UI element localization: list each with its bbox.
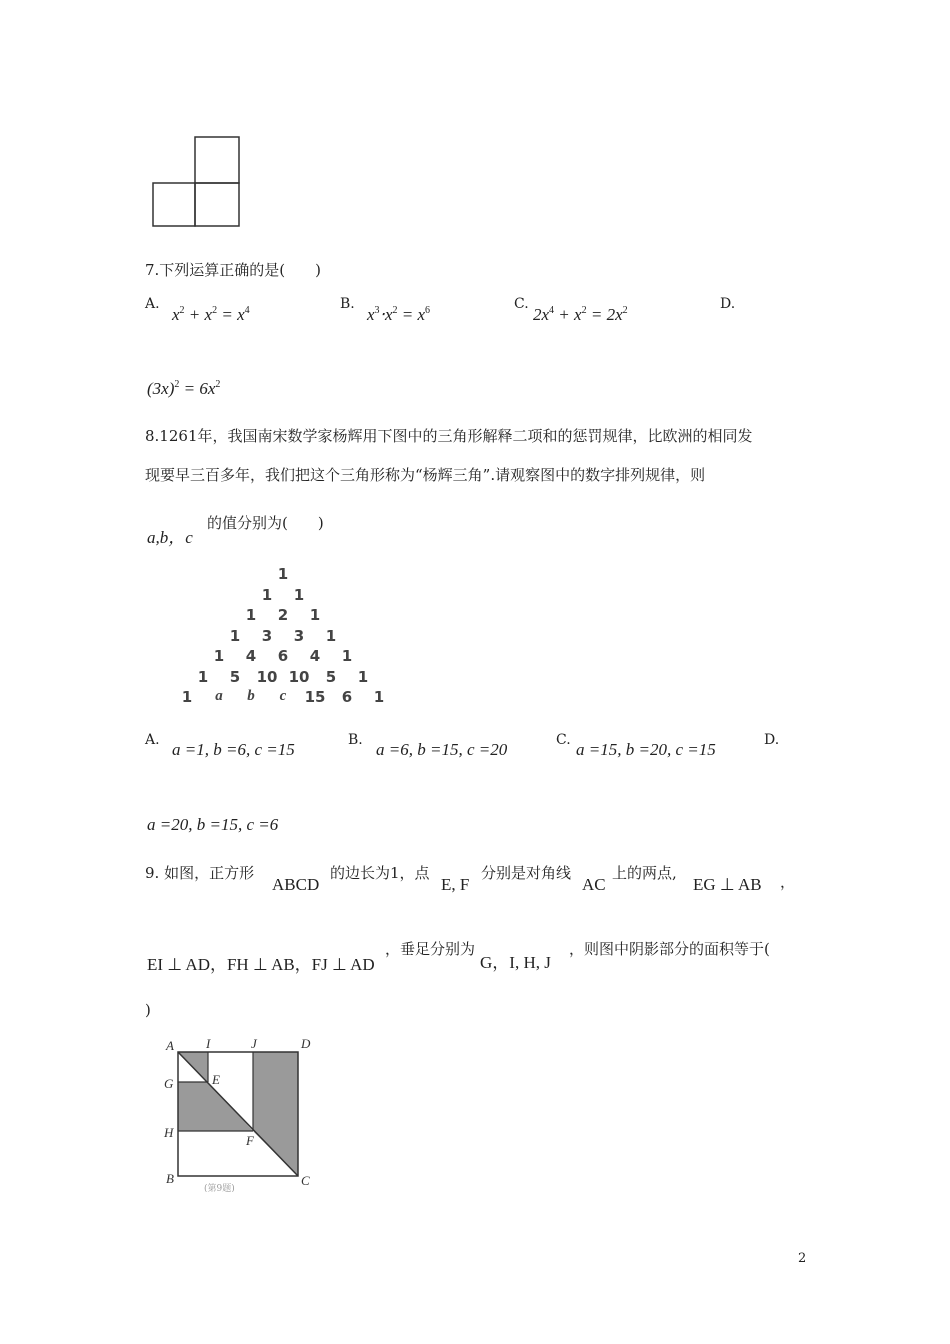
triangle-cell-r4-c2: 6: [277, 647, 289, 665]
triangle-cell-r1-c1: 1: [293, 585, 305, 604]
label-d: D: [301, 1036, 311, 1051]
q9-part6: ，垂足分别为: [385, 940, 476, 958]
triangle-cell-r5-c4: 5: [325, 667, 337, 686]
triangle-cell-r4-c4: 1: [341, 647, 353, 665]
label-a: A: [166, 1038, 174, 1053]
q7-stem: 7.下列运算正确的是( ): [145, 261, 322, 279]
figure-caption: (第9题): [204, 1184, 235, 1192]
q9-diagonal: AC: [582, 875, 606, 894]
triangle-cell-r2-c0: 1: [245, 606, 257, 624]
q8-option-b-label[interactable]: B.: [348, 732, 363, 748]
q9-part3: 分别是对角线: [481, 864, 572, 882]
label-b: B: [166, 1171, 174, 1186]
left-square: [153, 183, 195, 226]
q8-vars: a,b，c: [147, 528, 193, 547]
q9-comma: ，: [780, 873, 796, 891]
q9-part8: ): [145, 1001, 151, 1019]
q7-option-d[interactable]: $(3x)^2 = 6x^2$: [147, 379, 221, 398]
shade-trapezoid-jdcf: [253, 1052, 298, 1176]
q8-line1: 8.1261年，我国南宋数学家杨辉用下图中的三角形解释二项和的惩罚规律，比欧洲的相同发: [145, 427, 753, 445]
triangle-cell-r3-c0: 1: [229, 626, 241, 645]
q9-points: E, F: [441, 875, 470, 894]
q7-option-b-label[interactable]: B.: [340, 296, 355, 312]
q8-option-d[interactable]: a =20, b =15, c =6: [147, 815, 279, 834]
triangle-cell-r2-c1: 2: [277, 606, 289, 624]
triangle-cell-r3-c1: 3: [261, 626, 273, 645]
q8-option-d-label[interactable]: D.: [764, 732, 780, 748]
label-i: I: [206, 1036, 211, 1051]
q7-option-c-label[interactable]: C.: [514, 296, 529, 312]
q8-option-a[interactable]: a =1, b =6, c =15: [172, 740, 295, 759]
page-number: 2: [798, 1251, 807, 1266]
q7-option-c[interactable]: $2x^4 + x^2 = 2x^2$: [533, 305, 628, 324]
label-e: E: [212, 1072, 220, 1087]
triangle-cell-r3-c2: 3: [293, 626, 305, 645]
top-square: [195, 137, 239, 183]
q7-option-a[interactable]: $x^2 + x^2 = x^4$: [172, 305, 250, 324]
label-g: G: [164, 1076, 174, 1091]
yanghui-triangle: [180, 565, 400, 715]
label-j: J: [251, 1036, 257, 1051]
triangle-cell-r4-c1: 4: [245, 647, 257, 665]
q9-part4: 上的两点,: [612, 864, 677, 882]
triangle-cell-r4-c3: 4: [309, 647, 321, 665]
triangle-cell-r2-c2: 1: [309, 606, 321, 624]
q8-line2: 现要早三百多年，我们把这个三角形称为“杨辉三角”.请观察图中的数字排列规律，则: [145, 466, 706, 484]
triangle-cell-r6-c5: 6: [341, 688, 353, 706]
triangle-cell-r6-c0: 1: [181, 688, 193, 706]
triangle-cell-r5-c2: 10: [256, 667, 278, 686]
triangle-cell-r6-c6: 1: [373, 688, 385, 706]
q7-option-d-label[interactable]: D.: [720, 296, 736, 312]
q9-square-name: ABCD: [272, 875, 320, 894]
label-c: C: [301, 1173, 310, 1188]
triangle-cell-r5-c1: 5: [229, 667, 241, 686]
triangle-cell-r5-c0: 1: [197, 667, 209, 686]
q9-part7: ，则图中阴影部分的面积等于(: [569, 940, 770, 958]
q9-feet: G，I, H, J: [480, 953, 551, 972]
shade-trapezoid-gefh: [178, 1082, 253, 1131]
label-f: F: [246, 1133, 254, 1148]
triangle-cell-r4-c0: 1: [213, 647, 225, 665]
q8-option-b[interactable]: a =6, b =15, c =20: [376, 740, 508, 759]
q8-line3: 的值分别为( ): [207, 514, 324, 532]
q9-eg-ab: EG ⊥ AB: [693, 875, 762, 894]
q7-option-a-label[interactable]: A.: [145, 296, 160, 312]
triangle-cell-r0-c0: 1: [277, 565, 289, 583]
q8-option-a-label[interactable]: A.: [145, 732, 160, 748]
triangle-cell-r6-c3: c: [279, 688, 287, 704]
q7-option-b[interactable]: $x^3\cdot x^2 = x^6$: [367, 305, 431, 324]
triangle-cell-r5-c3: 10: [288, 667, 310, 686]
q8-option-c[interactable]: a =15, b =20, c =15: [576, 740, 716, 759]
triangle-cell-r1-c0: 1: [261, 585, 273, 604]
squares-figure: [150, 134, 245, 230]
label-h: H: [164, 1125, 174, 1140]
triangle-cell-r5-c5: 1: [357, 667, 369, 686]
q9-part2: 的边长为1，点: [330, 864, 430, 882]
triangle-cell-r6-c4: 15: [304, 688, 326, 706]
square-figure: [160, 1032, 320, 1192]
triangle-cell-r6-c1: a: [215, 688, 223, 704]
q9-perpendiculars: EI ⊥ AD，FH ⊥ AB，FJ ⊥ AD: [147, 955, 375, 974]
triangle-cell-r3-c3: 1: [325, 626, 337, 645]
q8-option-c-label[interactable]: C.: [556, 732, 571, 748]
right-square: [195, 183, 239, 226]
q9-part1: 9. 如图，正方形: [145, 864, 255, 882]
triangle-cell-r6-c2: b: [247, 688, 255, 704]
